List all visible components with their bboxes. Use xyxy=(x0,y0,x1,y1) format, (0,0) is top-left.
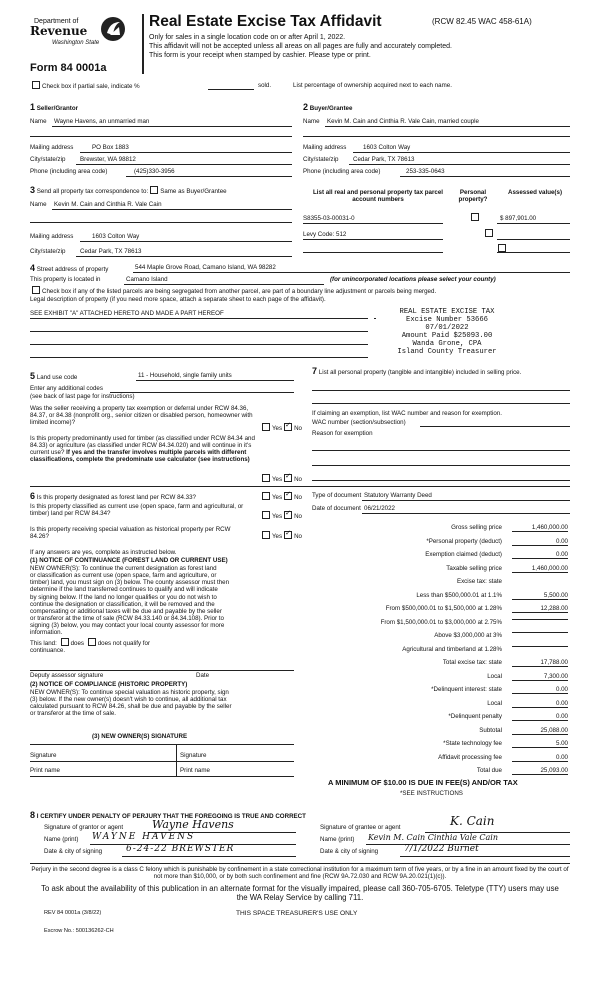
additional-codes-sub: (see back of last page for instructions) xyxy=(30,393,135,400)
form-number: Form 84 0001a xyxy=(30,62,107,74)
partial-sale-label: Check box if partial sale, indicate % xyxy=(42,83,140,90)
exemption-yes-checkbox[interactable] xyxy=(262,423,270,431)
exemption-no-checkbox[interactable] xyxy=(284,423,292,431)
buyer-mailing-label: Mailing address xyxy=(303,144,347,151)
exemption-question: Was the seller receiving a property tax exemption or deferral under RCW 84.36, 84.37, or 84.38 (nonprofit org., senior citizen or disabled person, homeowner with limited income)? xyxy=(30,405,253,427)
document-date[interactable]: 06/21/2022 xyxy=(364,505,395,512)
header-note-1: Only for sales in a single location code on or after April 1, 2022. xyxy=(149,34,346,41)
minimum-due-note: A MINIMUM OF $10.00 IS DUE IN FEE(S) AND/OR TAX xyxy=(328,778,518,787)
current-use-yes-checkbox[interactable] xyxy=(262,511,270,519)
seller-name-label: Name xyxy=(30,118,47,125)
continuance-label: continuance. xyxy=(30,647,66,654)
partial-sale-checkbox[interactable] xyxy=(32,81,40,89)
tax-row-label: Affidavit processing fee xyxy=(438,753,502,761)
stamp-line: Island County Treasurer xyxy=(397,348,497,357)
buyer-city-label: City/state/zip xyxy=(303,156,339,163)
tax-row-value[interactable] xyxy=(512,632,568,633)
historic-yes-checkbox[interactable] xyxy=(262,531,270,539)
perjury-warning: Perjury in the second degree is a class C felony which is punishable by confinement in a state correctional institution for a maximum term of five years, or by a fine in an amount fixed by the court of not more than $10,000, or by both such confinement and fine (RCW 9A.72.030 and RCW 9A.20.021(1)(c)). xyxy=(31,866,569,881)
additional-codes-label: Enter any additional codes xyxy=(30,385,103,392)
tax-row-value[interactable]: 0.00 xyxy=(512,700,568,708)
deputy-signature-label: Deputy assessor signature xyxy=(30,672,104,679)
grantee-signature[interactable]: K. Cain xyxy=(450,814,495,828)
parcels-header-assessed: Assessed value(s) xyxy=(508,189,562,196)
wac-number-label: WAC number (section/subsection) xyxy=(312,419,406,426)
seller-phone-label: Phone (including area code) xyxy=(30,168,108,175)
forest-answer-2: Yes✓ No xyxy=(260,511,302,520)
tax-row-value[interactable]: 12,288.00 xyxy=(512,605,568,613)
exemption-wac-label: If claiming an exemption, list WAC number and reason for exemption. xyxy=(312,410,502,417)
tax-row-label: Subtotal xyxy=(479,726,502,734)
tax-row-label: Total excise tax: state xyxy=(442,659,502,666)
forest-question-2: Is this property classified as current use (open space, farm and agricultural, or timber) land per RCW 84.34? xyxy=(30,503,244,518)
tax-row-label: *Delinquent penalty xyxy=(448,713,502,720)
tax-row-label: Taxable selling price xyxy=(446,564,502,572)
treasurer-use-label: THIS SPACE TREASURER'S USE ONLY xyxy=(236,910,358,917)
see-instructions: *SEE INSTRUCTIONS xyxy=(400,790,463,797)
forest-answer-1: Yes✓ No xyxy=(260,492,302,501)
timber-yes-checkbox[interactable] xyxy=(262,474,270,482)
parcels-header-accounts: List all real and personal property tax parcel account numbers xyxy=(313,189,443,204)
tax-row-value[interactable]: 1,460,000.00 xyxy=(512,565,568,573)
does-qualify-checkbox[interactable] xyxy=(61,638,69,646)
forest-question-3: Is this property receiving special valuation as historical property per RCW 84.26? xyxy=(30,526,231,541)
document-type[interactable]: Statutory Warranty Deed xyxy=(364,492,432,499)
notice-compliance-body: NEW OWNER(S): To continue special valuation as historic property, sign (3) below. If the new owner(s) doesn't wish to continue, all additional tax calculated pursuant to RCW 84.26, shall be due and payable by the seller or transferor at the time of sale. xyxy=(30,689,232,718)
partial-sale-row xyxy=(30,81,140,90)
availability-note: To ask about the availability of this publication in an alternate format for the visually impaired, please call 360-705-6705. Teletype (TTY) users may use the WA Relay Service by calling 711. xyxy=(41,884,559,902)
parcel-row[interactable]: Levy Code: 512 xyxy=(303,231,347,238)
buyer-phone[interactable]: 253-335-0643 xyxy=(406,168,445,175)
street-address[interactable]: 544 Maple Grove Road, Camano Island, WA 98282 xyxy=(135,264,276,271)
ownership-note: List percentage of ownership acquired next to each name. xyxy=(293,82,452,89)
owner-print-name-label: Print name xyxy=(180,767,210,774)
timber-no-checkbox[interactable] xyxy=(284,474,292,482)
tax-row-value[interactable]: 0.00 xyxy=(512,754,568,762)
exemption-answer: Yes✓ No xyxy=(260,423,302,432)
parcels-header-personal: Personal property? xyxy=(458,189,488,204)
tax-row-label: Local xyxy=(487,699,502,707)
partial-sale-line[interactable] xyxy=(208,89,254,90)
stamp-line: Excise Number 53666 xyxy=(406,316,488,325)
seller-phone[interactable]: (425)330-3956 xyxy=(134,168,175,175)
this-land-row: This land: does does not qualify for xyxy=(30,640,151,647)
owner-signature-label: Signature xyxy=(30,752,57,759)
new-owner-signature-heading: (3) NEW OWNER(S) SIGNATURE xyxy=(92,733,188,740)
header-note-3: This form is your receipt when stamped by cashier. Please type or print. xyxy=(149,52,371,59)
land-use-code[interactable]: 11 - Household, single family units xyxy=(138,372,232,379)
corr-mailing[interactable]: 1603 Colton Way xyxy=(92,233,140,240)
corr-name[interactable]: Kevin M. Cain and Cinthia R. Vale Cain xyxy=(54,201,162,208)
tax-row-value[interactable]: 1,460,000.00 xyxy=(512,524,568,532)
stamp-line: Amount Paid $25093.00 xyxy=(401,332,493,341)
tax-row-label: Agricultural and timberland at 1.28% xyxy=(402,645,502,653)
exemption-reason-label: Reason for exemption xyxy=(312,430,373,437)
correspondence-heading: 3 Send all property tax correspondence to: Same as Buyer/Grantee xyxy=(30,185,227,195)
current-use-no-checkbox[interactable] xyxy=(284,511,292,519)
personal-property-checkbox[interactable] xyxy=(471,213,479,221)
corr-city[interactable]: Cedar Park, TX 78613 xyxy=(80,248,142,255)
treasurer-stamp xyxy=(372,308,522,356)
grantor-signature[interactable]: Wayne Havens xyxy=(152,818,234,831)
buyer-phone-label: Phone (including area code) xyxy=(303,168,381,175)
dept-line1: Department of xyxy=(34,18,79,25)
dor-logo-icon xyxy=(100,16,126,42)
owner-signature-label: Signature xyxy=(180,752,207,759)
tax-row-label: *Delinquent interest: state xyxy=(431,686,502,693)
escrow-number: Escrow No.: 500136262-CH xyxy=(44,928,114,934)
owner-print-name-label: Print name xyxy=(30,767,60,774)
forest-yes-checkbox[interactable] xyxy=(262,492,270,500)
tax-row-label: From $1,500,000.01 to $3,000,000 at 2.75% xyxy=(380,618,502,626)
street-row: 4 Street address of property xyxy=(30,263,109,273)
seller-name[interactable]: Wayne Havens, an unmarried man xyxy=(54,118,150,125)
stamp-line: Wanda Grone, CPA xyxy=(412,340,482,349)
land-use-row: 5 Land use code xyxy=(30,371,78,381)
same-as-buyer-checkbox[interactable] xyxy=(150,186,158,194)
seller-mailing[interactable]: PO Box 1883 xyxy=(92,144,129,151)
unincorporated-note: (for unincorporated locations please select your county) xyxy=(330,276,496,283)
tax-row-label: Exemption claimed (deduct) xyxy=(425,551,502,558)
grantee-signature-label: Signature of grantee or agent xyxy=(320,824,401,831)
buyer-heading: 2 Buyer/Grantee xyxy=(303,102,353,112)
tax-row-value[interactable]: 0.00 xyxy=(512,713,568,721)
notice-continuance-body: NEW OWNER(S): To continue the current designation as forest land or classification as current use (open space, farm and agriculture, or timber) land, you must sign on (3) below. The county assessor must then determine if the land transferred continues to qualify and will indicate by signing below. If the land no longer qualifies or you do not wish to continue the designation or classification, it will be removed and the compensating or additional taxes will be due and payable by the seller or transferor at the time of sale (RCW 84.33.140 or 84.34.108). Prior to signing (3) below, you may contact your local county assessor for more information. xyxy=(30,565,230,637)
tax-row-label: Local xyxy=(487,672,502,680)
tax-row-label: Less than $500,000.01 at 1.1% xyxy=(416,591,502,599)
deputy-date-label: Date xyxy=(196,672,210,679)
stamp-line: 07/01/2022 xyxy=(425,324,469,333)
header-note-2: This affidavit will not be accepted unless all areas on all pages are fully and accurately completed. xyxy=(149,43,452,50)
grantor-date-label: Date & city of signing xyxy=(44,848,103,855)
segregated-row: Check box if any of the listed parcels are being segregated from another parcel, are part of a boundary line adjustment or parcels being merged. xyxy=(30,286,436,295)
corr-city-label: City/state/zip xyxy=(30,248,66,255)
tax-row-label: Above $3,000,000 at 3% xyxy=(434,632,502,639)
timber-answer: Yes✓ No xyxy=(260,474,302,483)
grantee-print[interactable]: Kevin M. Cain Cinthia Vale Cain xyxy=(368,833,499,842)
seller-mailing-label: Mailing address xyxy=(30,144,74,151)
revision-label: REV 84 0001a (3/8/22) xyxy=(44,910,102,916)
tax-row-value[interactable]: 0.00 xyxy=(512,551,568,559)
dor-logo xyxy=(30,16,126,56)
forest-question-1: 6 Is this property designated as forest land per RCW 84.33? xyxy=(30,491,196,501)
grantor-signature-label: Signature of grantor or agent xyxy=(44,824,124,831)
segregated-checkbox[interactable] xyxy=(32,286,40,294)
assessed-value[interactable]: $ 897,901.00 xyxy=(500,215,537,222)
notice-continuance-title: (1) NOTICE OF CONTINUANCE (FOREST LAND OR CURRENT USE) xyxy=(30,557,228,564)
tax-row-value[interactable]: 5,500.00 xyxy=(512,592,568,600)
corr-mailing-label: Mailing address xyxy=(30,233,74,240)
tax-row-label: Gross selling price xyxy=(451,524,502,531)
grantee-print-label: Name (print) xyxy=(320,836,355,843)
tax-row-value[interactable]: 0.00 xyxy=(512,686,568,694)
seller-city[interactable]: Brewster, WA 98812 xyxy=(80,156,136,163)
tax-row-label: Excise tax: state xyxy=(456,578,502,585)
tax-row-value[interactable] xyxy=(512,646,568,647)
tax-row-label: From $500,000.01 to $1,500,000 at 1.28% xyxy=(385,605,502,612)
forest-no-checkbox[interactable] xyxy=(284,492,292,500)
seller-city-label: City/state/zip xyxy=(30,156,66,163)
tax-row-label: Total due xyxy=(476,767,502,774)
tax-row-value[interactable] xyxy=(512,619,568,620)
forest-any-yes: If any answers are yes, complete as instructed below. xyxy=(30,549,177,556)
forest-answer-3: Yes✓ No xyxy=(260,531,302,540)
grantor-print-label: Name (print) xyxy=(44,836,79,843)
located-value[interactable]: Camano Island xyxy=(126,276,168,283)
tax-row-label: *Personal property (deduct) xyxy=(426,537,502,545)
tax-row-value[interactable]: 7,300.00 xyxy=(512,673,568,681)
seller-heading: 1 Seller/Grantor xyxy=(30,102,79,112)
document-type-label: Type of document xyxy=(312,492,362,499)
does-not-qualify-checkbox[interactable] xyxy=(88,638,96,646)
buyer-city[interactable]: Cedar Park, TX 78613 xyxy=(353,156,415,163)
corr-name-label: Name xyxy=(30,201,47,208)
tax-row-value[interactable]: 5.00 xyxy=(512,740,568,748)
legal-description-label: Legal description of property (if you need more space, attach a separate sheet to each page of the affidavit). xyxy=(30,296,326,303)
personal-property-checkbox[interactable] xyxy=(485,229,493,237)
rcw-reference: (RCW 82.45 WAC 458-61A) xyxy=(432,17,532,26)
tax-row-value[interactable]: 0.00 xyxy=(512,538,568,546)
stamp-line: REAL ESTATE EXCISE TAX xyxy=(399,308,495,316)
document-date-label: Date of document xyxy=(312,505,361,512)
grantor-date[interactable]: 6-24-22 BREWSTER xyxy=(126,844,235,854)
located-label: This property is located in xyxy=(30,276,101,283)
sold-label: sold. xyxy=(258,82,272,89)
parcel-row[interactable]: S8355-03-00031-0 xyxy=(303,215,355,222)
header-divider xyxy=(142,14,144,74)
tax-row-label: *State technology fee xyxy=(443,740,502,747)
personal-property-heading: 7 List all personal property (tangible and intangible) included in selling price. xyxy=(312,366,522,376)
grantor-print[interactable]: WAYNE HAVENS xyxy=(92,832,196,842)
buyer-name[interactable]: Kevin M. Cain and Cinthia R. Vale Cain, married couple xyxy=(327,118,479,125)
certify-heading: 8 I CERTIFY UNDER PENALTY OF PERJURY THAT THE FOREGOING IS TRUE AND CORRECT xyxy=(30,810,306,820)
tax-row-value[interactable]: 25,093.00 xyxy=(512,767,568,775)
notice-compliance-title: (2) NOTICE OF COMPLIANCE (HISTORIC PROPERTY) xyxy=(30,681,188,688)
buyer-name-label: Name xyxy=(303,118,320,125)
grantee-date[interactable]: 7/1/2022 Burnet xyxy=(404,844,479,854)
dept-line3: Washington State xyxy=(52,40,100,46)
legal-description[interactable]: SEE EXHIBIT "A" ATTACHED HERETO AND MADE A PART HEREOF xyxy=(30,310,224,317)
personal-property-checkbox[interactable] xyxy=(498,244,506,252)
dept-line2: Revenue xyxy=(30,24,88,38)
page-title: Real Estate Excise Tax Affidavit xyxy=(149,13,382,30)
timber-question: Is this property predominantly used for timber (as classified under RCW 84.34 and 84.33) or agriculture (as classified under RCW 84.34.020) and will continue in it's current use? If yes and the transfer involves multiple parcels with different classifications, complete the predominate use calculator (see instructions) xyxy=(30,435,255,464)
historic-no-checkbox[interactable] xyxy=(284,531,292,539)
tax-row-value[interactable]: 17,788.00 xyxy=(512,659,568,667)
buyer-mailing[interactable]: 1603 Colton Way xyxy=(363,144,411,151)
tax-row-value[interactable]: 25,088.00 xyxy=(512,727,568,735)
grantee-date-label: Date & city of signing xyxy=(320,848,379,855)
